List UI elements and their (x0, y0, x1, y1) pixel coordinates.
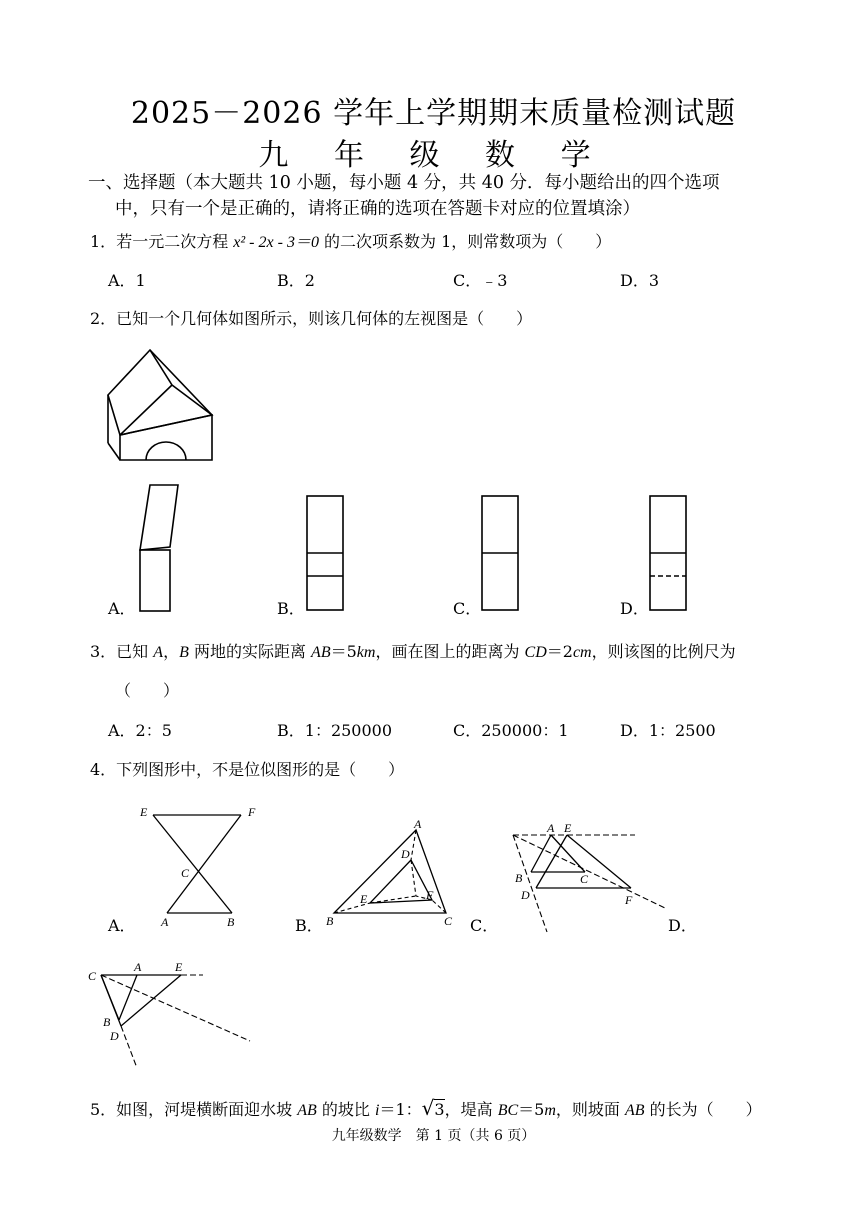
figD-label-c: C (88, 969, 97, 983)
q2-option-a[interactable]: A． (108, 599, 136, 618)
q2-option-d-figure (648, 494, 688, 614)
figA-label-c: C (181, 866, 190, 880)
section-heading-line2: 中，只有一个是正确的，请将正确的选项在答题卡对应的位置填涂） (115, 199, 640, 219)
q2-option-b-figure (305, 494, 345, 614)
q4-option-b[interactable]: B． (295, 916, 323, 935)
figC-label-d: D (521, 888, 530, 902)
question-3-line2: （ ） (115, 681, 180, 700)
q2-solid-figure (100, 345, 220, 465)
q1-option-d[interactable]: D．3 (620, 271, 660, 290)
exam-title: 2025－2026 学年上学期期末质量检测试题 (130, 96, 737, 131)
figC-label-c: C (580, 872, 589, 886)
q3-option-d[interactable]: D．1：2500 (620, 721, 716, 740)
figB-label-a: A (414, 817, 422, 831)
section-heading-line1: 一、选择题（本大题共 10 小题，每小题 4 分，共 40 分．每小题给出的四个选项 (88, 173, 720, 193)
figC-label-b: B (515, 871, 523, 885)
q3-option-a[interactable]: A．2：5 (108, 721, 172, 740)
figD-label-e: E (175, 960, 183, 974)
q2-option-a-figure (132, 480, 192, 615)
q3-option-c[interactable]: C．250000：1 (453, 721, 569, 740)
q4-option-b-figure (320, 818, 465, 936)
q1-option-a[interactable]: A．1 (108, 271, 146, 290)
question-3-line1: 3．已知 A，B 两地的实际距离 AB＝5km，画在图上的距离为 CD＝2cm，则该图的比例尺为 (90, 642, 736, 661)
q4-option-d[interactable]: D． (668, 916, 697, 935)
q4-option-c[interactable]: C． (470, 916, 499, 935)
figB-label-b: B (326, 914, 334, 928)
figA-label-a: A (161, 915, 169, 929)
figB-label-e: E (360, 892, 368, 906)
figC-label-e: E (564, 821, 572, 835)
sqrt-symbol: √ (421, 1096, 435, 1120)
q1-option-b[interactable]: B．2 (277, 271, 315, 290)
question-4: 4．下列图形中，不是位似图形的是（ ） (90, 760, 405, 779)
q4-option-a-figure (135, 798, 265, 933)
page-footer: 九年级数学 第 1 页（共 6 页） (331, 1128, 536, 1144)
q1-option-c[interactable]: C．﹣3 (453, 271, 508, 290)
figA-label-b: B (227, 915, 235, 929)
q3-option-b[interactable]: B．1：250000 (277, 721, 393, 740)
q4-option-c-figure (505, 820, 670, 955)
figB-label-d: D (401, 847, 410, 861)
figD-label-a: A (134, 960, 142, 974)
question-5: 5．如图，河堤横断面迎水坡 AB 的坡比 i＝1：√3，堤高 BC＝5m，则坡面 AB 的长为（ ） (90, 1096, 762, 1120)
figC-label-f: F (625, 893, 633, 907)
exam-subject: 九 年 级 数 学 (258, 138, 609, 173)
figD-label-b: B (103, 1015, 111, 1029)
q2-option-b[interactable]: B． (277, 599, 305, 618)
q4-option-d-figure (85, 958, 255, 1073)
question-2: 2．已知一个几何体如图所示，则该几何体的左视图是（ ） (90, 309, 533, 328)
figD-label-d: D (110, 1029, 119, 1043)
figB-label-f: F (426, 888, 434, 902)
q2-option-c-figure (480, 494, 520, 614)
q2-option-d[interactable]: D． (620, 599, 649, 618)
figA-label-f: F (248, 805, 256, 819)
q2-option-c[interactable]: C． (453, 599, 482, 618)
figB-label-c: C (444, 914, 453, 928)
figA-label-e: E (140, 805, 148, 819)
question-1: 1．若一元二次方程 x² - 2x - 3＝0 的二次项系数为 1，则常数项为（ ） (90, 232, 612, 251)
q4-option-a[interactable]: A． (108, 916, 136, 935)
figC-label-a: A (547, 821, 555, 835)
